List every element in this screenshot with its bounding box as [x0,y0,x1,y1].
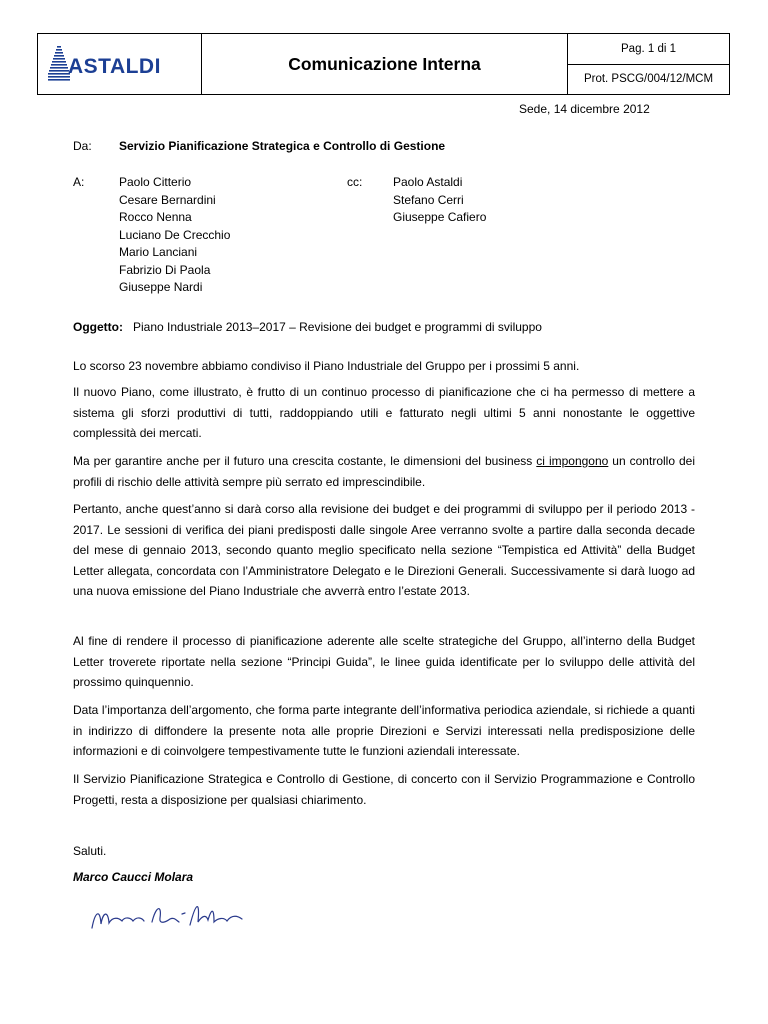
to-label: A: [73,175,85,189]
paragraph: Data l’importanza dell’argomento, che forma parte integrante dell’informativa periodica aziendale, si richiede a quanti in indirizzo di diffondere la presente nota alle proprie Direzioni e Servizi interessati nella predisposizione delle informazioni e di coinvolgere tempestivamente tutte le funzioni aziendali interessate. [73,703,695,759]
cc-recipient: Giuseppe Cafiero [393,210,487,224]
astaldi-logo-icon [48,46,70,84]
logo-text: ASTALDI [68,55,161,78]
from-label: Da: [73,139,92,153]
to-recipient: Rocco Nenna [119,210,192,224]
paragraph [73,451,695,492]
date-line: Sede, 14 dicembre 2012 [519,102,650,116]
document-title: Comunicazione Interna [202,34,568,94]
cc-label: cc: [347,175,363,189]
underlined-text: ci impongono [536,454,609,468]
protocol-number: Prot. PSCG/004/12/MCM [583,73,714,86]
from-value: Servizio Pianificazione Strategica e Controllo di Gestione [119,139,446,153]
paragraph-text: un controllo dei profili di rischio delle attività sempre più serrato ed imprescindibile. [73,454,695,489]
signature-name: Marco Caucci Molara [73,870,194,884]
paragraph-text: Ma per garantire anche per il futuro una crescita costante, le dimensioni del business [73,454,537,468]
paragraph: Il nuovo Piano, come illustrato, è frutto di un continuo processo di pianificazione che ci ha permesso di mettere a sistema gli sforzi produttivi di tutti, raddoppiando utili e fatturato negli ultimi 5 anni nonostante le oggettive complessità dei mercati. [73,385,695,441]
to-recipient: Fabrizio Di Paola [119,262,211,277]
header-meta [568,34,729,94]
paragraph: Il Servizio Pianificazione Strategica e Controllo di Gestione, di concerto con il Servizio Programmazione e Controllo Progetti, resta a disposizione per qualsiasi chiarimento. [73,772,695,807]
to-recipient: Paolo Citterio [119,175,192,189]
page-number: Pag. 1 di 1 [568,34,729,65]
paragraph: Pertanto, anche quest’anno si darà corso alla revisione dei budget e dei programmi di sviluppo per il periodo 2013 - 2017. Le sessioni di verifica dei piani predisposti dalle singole Aree verranno svolte a partire dalla seconda decade del mese di gennaio 2013, secondo quanto meglio specificato nella sezione “Tempistica ed Attività” della Budget Letter allegata, concordata con l’Amministratore Delegato e le Direzioni Generali. Successivamente si darà luogo ad una nuova emissione del Piano Industriale che avverrà entro l’estate 2013. [73,502,695,599]
subject-value: Piano Industriale 2013–2017 – Revisione dei budget e programmi di sviluppo [133,320,542,334]
header-box [37,33,730,95]
paragraph: Lo scorso 23 novembre abbiamo condiviso il Piano Industriale del Gruppo per i prossimi 5 anni. [73,359,580,373]
logo [38,34,202,94]
to-recipient: Luciano De Crecchio [119,227,231,242]
cc-recipient: Stefano Cerri [393,192,464,207]
paragraph: Al fine di rendere il processo di pianificazione aderente alle scelte strategiche del Gruppo, all’interno della Budget Letter troverete riportate nella sezione “Principi Guida”, le linee guida identificate per lo sviluppo delle attività del prossimo quinquennio. [73,634,695,690]
cc-recipient: Paolo Astaldi [393,175,463,189]
to-recipient: Giuseppe Nardi [119,280,203,294]
to-recipient: Mario Lanciani [119,245,198,259]
to-recipient: Cesare Bernardini [119,192,216,207]
subject-label: Oggetto: [73,320,123,334]
closing: Saluti. [73,844,107,858]
handwritten-signature [86,892,256,947]
